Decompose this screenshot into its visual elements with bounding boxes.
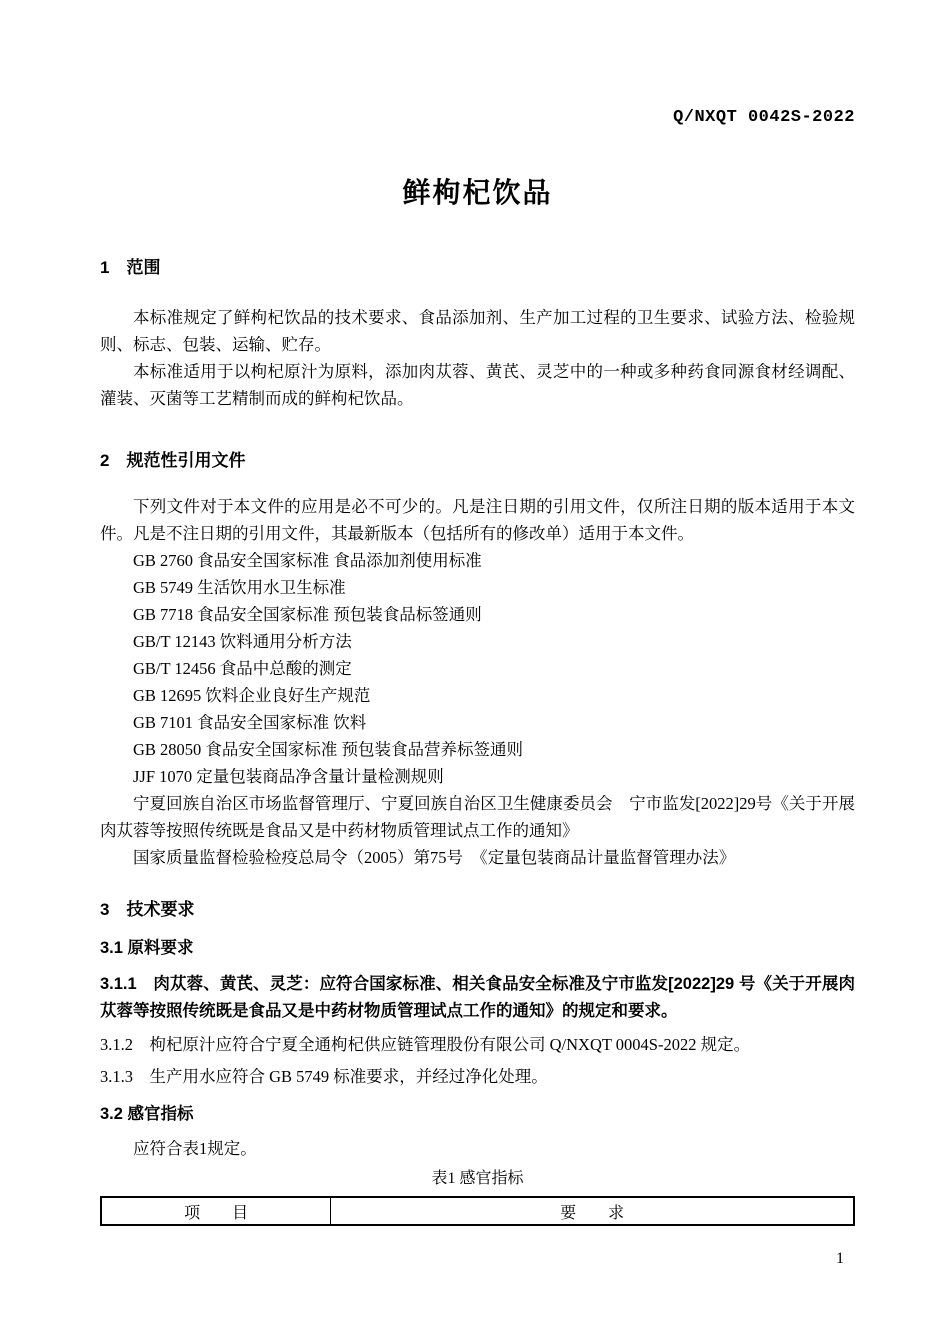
clause-3-1-heading: 3.1 原料要求 bbox=[100, 939, 194, 957]
clause-3-2-text: 应符合表1规定。 bbox=[133, 1139, 257, 1158]
section-3-heading: 3 技术要求 bbox=[100, 900, 195, 919]
reference-item: GB 2760 食品安全国家标准 食品添加剂使用标准 bbox=[133, 551, 482, 570]
reference-item: JJF 1070 定量包装商品净含量计量检测规则 bbox=[133, 767, 444, 786]
reference-item: GB 12695 饮料企业良好生产规范 bbox=[133, 686, 371, 705]
section-2-heading: 2 规范性引用文件 bbox=[100, 451, 246, 470]
sensory-spec-table bbox=[100, 1196, 855, 1226]
document-title: 鲜枸杞饮品 bbox=[402, 177, 553, 208]
standard-code: Q/NXQT 0042S-2022 bbox=[673, 108, 855, 127]
reference-item: GB/T 12456 食品中总酸的测定 bbox=[133, 659, 352, 678]
reference-item: GB 7101 食品安全国家标准 饮料 bbox=[133, 713, 367, 732]
table-header-item: 项 目 bbox=[101, 1197, 331, 1225]
reference-item: 宁夏回族自治区市场监督管理厅、宁夏回族自治区卫生健康委员会 宁市监发[2022]29号《关于开展肉苁蓉等按照传统既是食品又是中药材物质管理试点工作的通知》 bbox=[100, 794, 855, 840]
table-header-row bbox=[101, 1197, 854, 1225]
table-header-requirement: 要 求 bbox=[331, 1197, 854, 1225]
reference-item: GB/T 12143 饮料通用分析方法 bbox=[133, 632, 352, 651]
table-caption: 表1 感官指标 bbox=[431, 1170, 524, 1187]
reference-item: GB 28050 食品安全国家标准 预包装食品营养标签通则 bbox=[133, 740, 524, 759]
reference-item: GB 7718 食品安全国家标准 预包装食品标签通则 bbox=[133, 605, 482, 624]
section-1-heading: 1 范围 bbox=[100, 258, 161, 277]
scope-paragraph-1: 本标准规定了鲜枸杞饮品的技术要求、食品添加剂、生产加工过程的卫生要求、试验方法、检验规则、标志、包装、运输、贮存。 bbox=[100, 308, 855, 354]
scope-paragraph-2: 本标准适用于以枸杞原汁为原料，添加肉苁蓉、黄芪、灵芝中的一种或多种药食同源食材经调配、灌装、灭菌等工艺精制而成的鲜枸杞饮品。 bbox=[100, 362, 855, 408]
reference-item: GB 5749 生活饮用水卫生标准 bbox=[133, 578, 346, 597]
clause-3-1-2: 3.1.2 枸杞原汁应符合宁夏全通枸杞供应链管理股份有限公司 Q/NXQT 0004S-2022 规定。 bbox=[100, 1035, 751, 1054]
clause-3-1-3: 3.1.3 生产用水应符合 GB 5749 标准要求，并经过净化处理。 bbox=[100, 1067, 548, 1086]
references-intro: 下列文件对于本文件的应用是必不可少的。凡是注日期的引用文件，仅所注日期的版本适用于本文件。凡是不注日期的引用文件，其最新版本（包括所有的修改单）适用于本文件。 bbox=[100, 497, 855, 543]
page-number: 1 bbox=[836, 1250, 844, 1267]
clause-3-1-1: 3.1.1 肉苁蓉、黄芪、灵芝：应符合国家标准、相关食品安全标准及宁市监发[2022]29 号《关于开展肉苁蓉等按照传统既是食品又是中药材物质管理试点工作的通知》的规定和要求。 bbox=[100, 975, 855, 1020]
reference-item: 国家质量监督检验检疫总局令（2005）第75号 《定量包装商品计量监督管理办法》 bbox=[133, 848, 736, 867]
clause-3-2-heading: 3.2 感官指标 bbox=[100, 1105, 194, 1123]
